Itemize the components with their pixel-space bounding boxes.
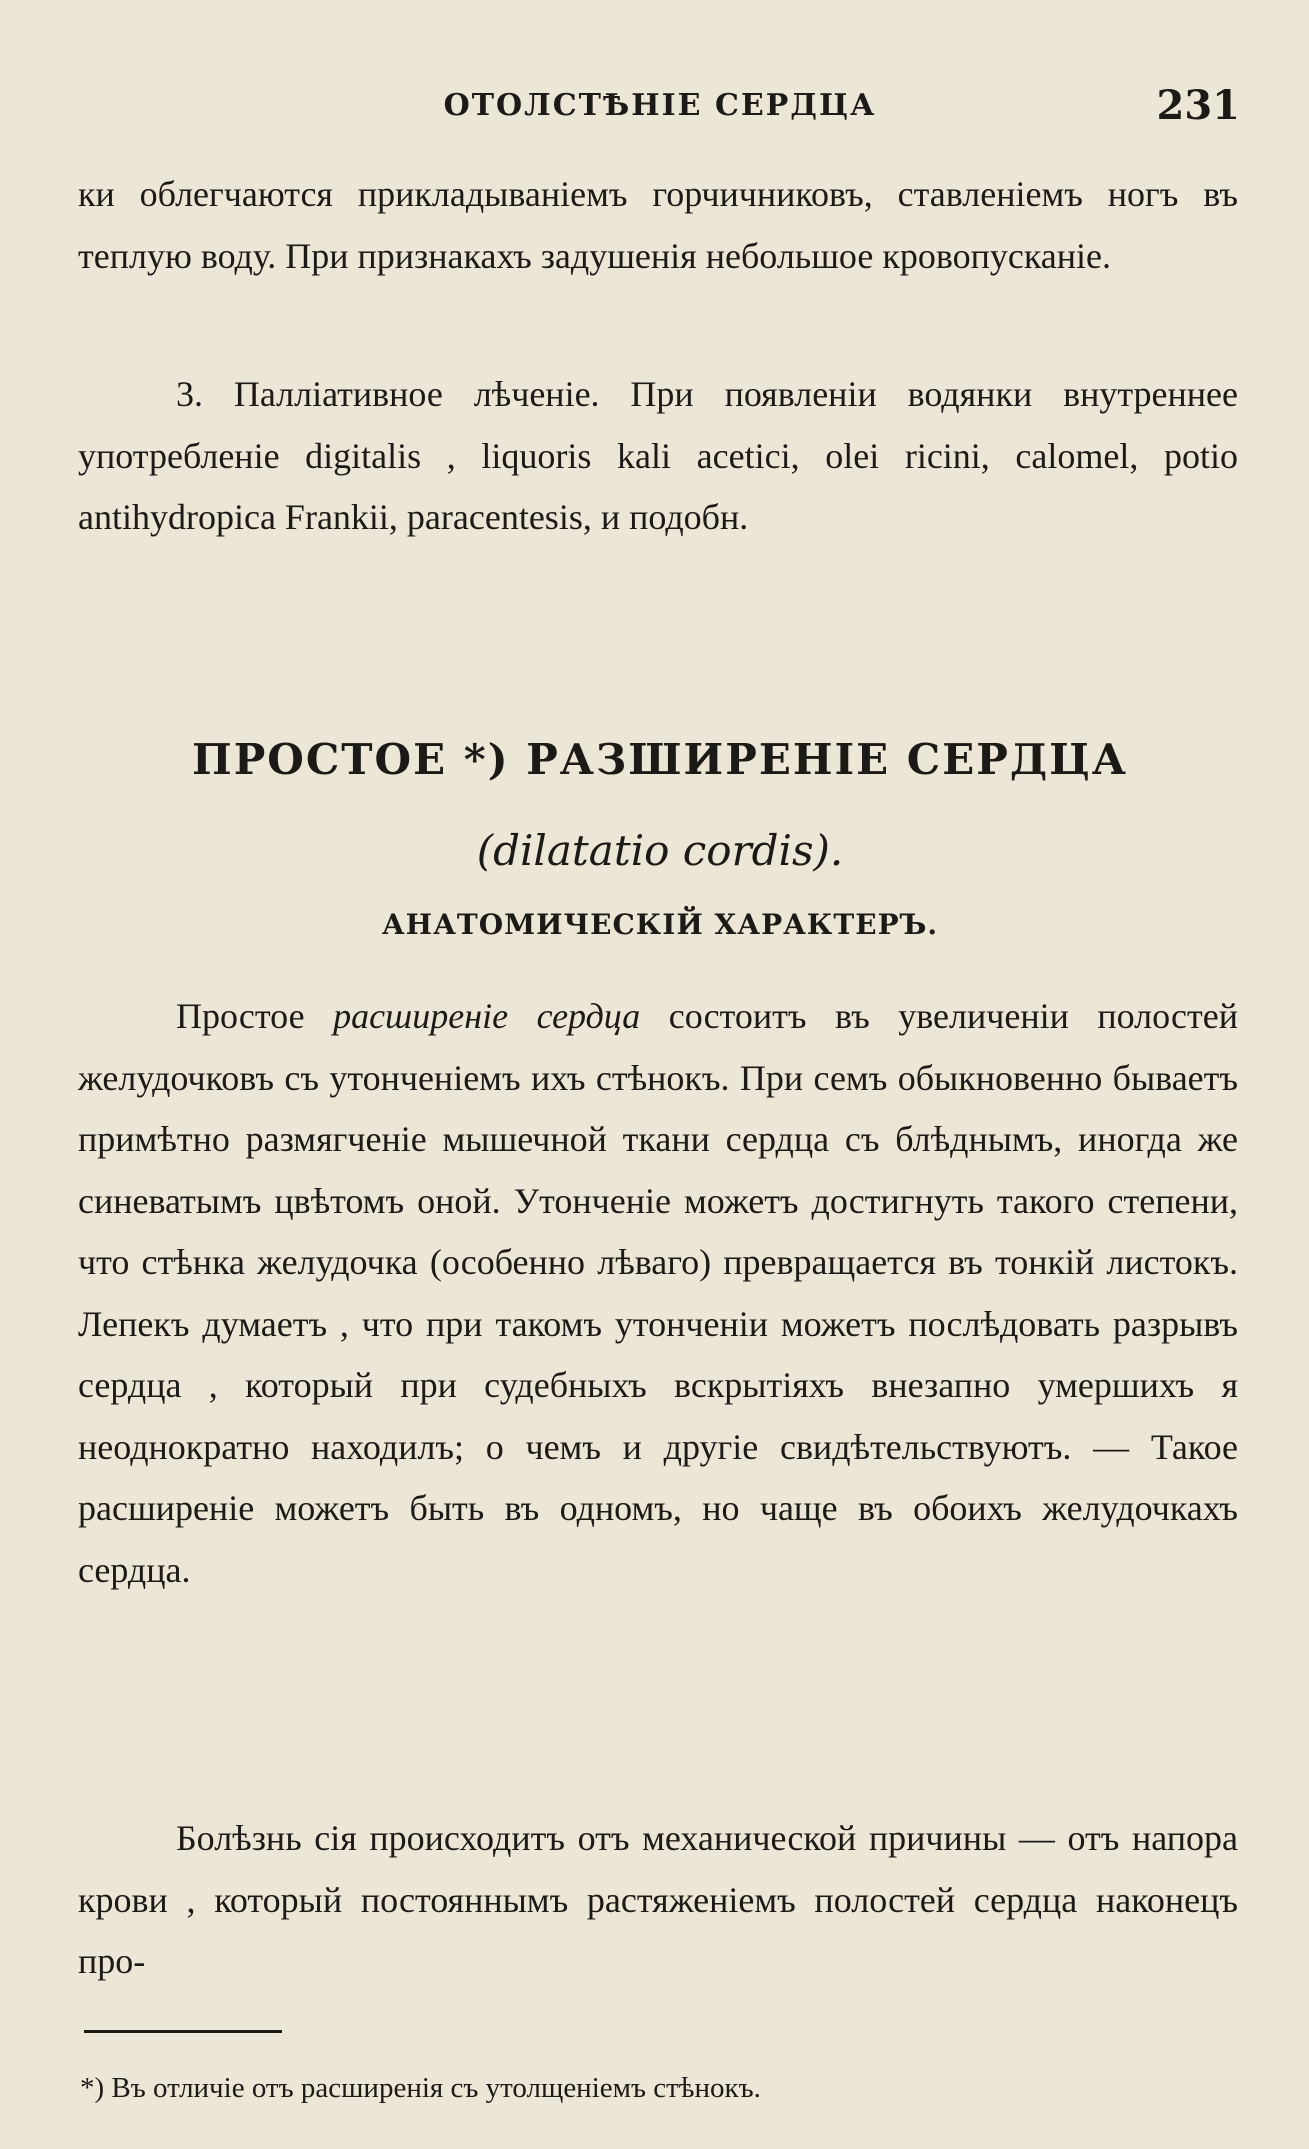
footnote: *) Въ отличіе отъ расширенія съ утолщеніемъ стѣнокъ. <box>80 2072 761 2104</box>
paragraph-lead: Простое <box>176 996 334 1036</box>
running-title: ОТОЛСТѢНІЕ СЕРДЦА <box>443 88 877 123</box>
paragraph-body: состоитъ въ увеличеніи полостей желудочковъ съ утонченіемъ ихъ стѣнокъ. При семъ обыкновенно бываетъ примѣтно размягченіе мышечной ткани сердца съ блѣднымъ, иногда же синеватымъ цвѣтомъ оной. Утонченіе можетъ достигнуть такого степени, что стѣнка желудочка (особенно лѣваго) превращается въ тонкій листокъ. Лепекъ думаетъ , что при такомъ утонченіи можетъ послѣдовать разрывъ сердца , который при судебныхъ вскрытіяхъ внезапно умершихъ я неоднократно находилъ; о чемъ и другіе свидѣтельствуютъ. — Такое расширеніе можетъ быть въ одномъ, но чаще въ обоихъ желудочкахъ сердца. <box>78 996 1238 1590</box>
page-header <box>80 82 1240 138</box>
paragraph-text: 3. Палліативное лѣченіе. При появленіи водянки внутреннее употребленіе digitalis , liquoris kali acetici, olei ricini, calomel, potio antihydropica Frankii, paracentesis, и подобн. <box>78 374 1238 537</box>
paragraph-continuation <box>78 164 1238 287</box>
paragraph-palliative-treatment <box>78 364 1238 549</box>
footnote-divider <box>84 2030 282 2033</box>
paragraph-cause <box>78 1808 1238 1993</box>
paragraph-text: Болѣзнь сія происходитъ отъ механической причины — отъ напора крови , который постояннымъ растяженіемъ полостей сердца наконецъ про- <box>78 1818 1238 1981</box>
page-number: 231 <box>1156 82 1240 129</box>
paragraph-anatomical-description <box>78 986 1238 1601</box>
paragraph-text <box>78 986 1238 1601</box>
section-title: ПРОСТОЕ *) РАЗШИРЕНІЕ СЕРДЦА <box>192 735 1128 784</box>
paragraph-text: ки облегчаются прикладываніемъ горчичниковъ, ставленіемъ ногъ въ теплую воду. При признакахъ задушенія небольшое кровопусканіе. <box>78 174 1238 276</box>
subsection-title: АНАТОМИЧЕСКІЙ ХАРАКТЕРЪ. <box>381 908 939 941</box>
italic-term: расширеніе сердца <box>333 996 641 1036</box>
section-latin-name: (dilatatio cordis). <box>476 826 844 875</box>
